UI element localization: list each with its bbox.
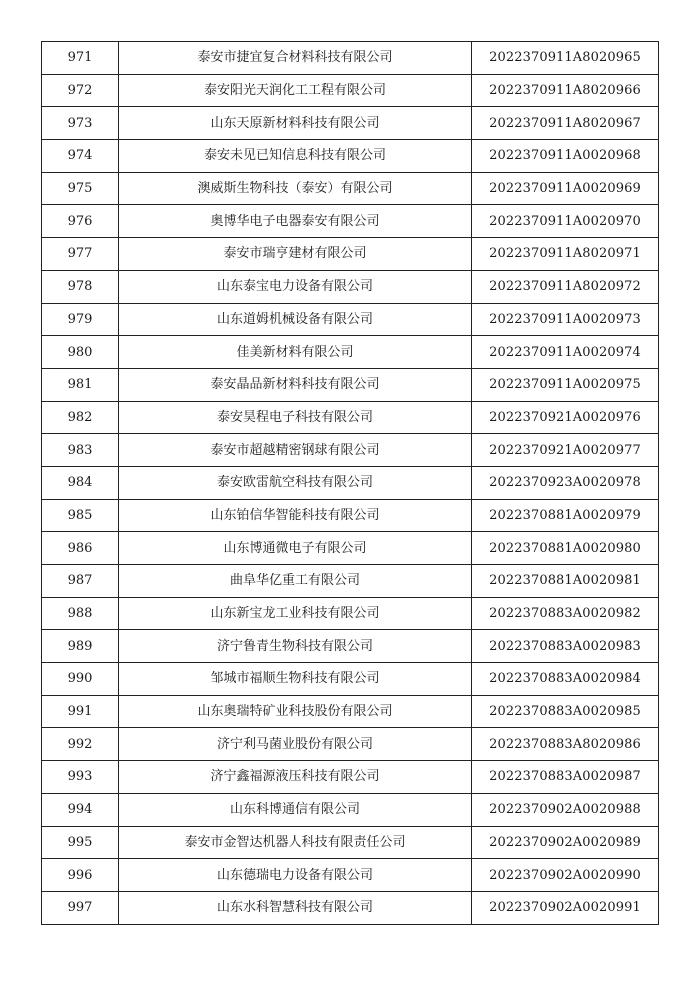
table-row <box>42 663 659 696</box>
registration-code-cell: 2022370911A8020971 <box>472 238 659 271</box>
company-name-cell: 山东德瑞电力设备有限公司 <box>119 859 472 892</box>
registration-code-cell: 2022370902A0020991 <box>472 891 659 924</box>
table-row <box>42 565 659 598</box>
registration-code-cell: 2022370921A0020977 <box>472 434 659 467</box>
table-row <box>42 466 659 499</box>
table-row <box>42 172 659 205</box>
serial-number-cell: 972 <box>42 74 119 107</box>
registration-code-cell: 2022370881A0020981 <box>472 565 659 598</box>
serial-number-cell: 980 <box>42 336 119 369</box>
company-name-cell: 济宁鑫福源液压科技有限公司 <box>119 761 472 794</box>
registration-code-cell: 2022370883A0020983 <box>472 630 659 663</box>
serial-number-cell: 983 <box>42 434 119 467</box>
company-name-cell: 山东科博通信有限公司 <box>119 793 472 826</box>
company-name-cell: 泰安市捷宜复合材料科技有限公司 <box>119 42 472 75</box>
company-name-cell: 泰安阳光天润化工工程有限公司 <box>119 74 472 107</box>
table-row <box>42 140 659 173</box>
registration-code-cell: 2022370902A0020989 <box>472 826 659 859</box>
company-name-cell: 佳美新材料有限公司 <box>119 336 472 369</box>
registration-code-cell: 2022370911A0020969 <box>472 172 659 205</box>
registration-code-cell: 2022370911A8020972 <box>472 270 659 303</box>
table-row <box>42 368 659 401</box>
table-row <box>42 205 659 238</box>
company-name-cell: 泰安市超越精密钢球有限公司 <box>119 434 472 467</box>
serial-number-cell: 996 <box>42 859 119 892</box>
serial-number-cell: 974 <box>42 140 119 173</box>
table-row <box>42 499 659 532</box>
registration-code-cell: 2022370911A8020965 <box>472 42 659 75</box>
registration-code-cell: 2022370883A0020984 <box>472 663 659 696</box>
serial-number-cell: 977 <box>42 238 119 271</box>
serial-number-cell: 971 <box>42 42 119 75</box>
table-row <box>42 270 659 303</box>
serial-number-cell: 973 <box>42 107 119 140</box>
registration-code-cell: 2022370923A0020978 <box>472 466 659 499</box>
table-row <box>42 891 659 924</box>
table-row <box>42 74 659 107</box>
serial-number-cell: 995 <box>42 826 119 859</box>
company-name-cell: 山东水科智慧科技有限公司 <box>119 891 472 924</box>
table-row <box>42 532 659 565</box>
company-name-cell: 邹城市福顺生物科技有限公司 <box>119 663 472 696</box>
registration-code-cell: 2022370911A0020968 <box>472 140 659 173</box>
serial-number-cell: 979 <box>42 303 119 336</box>
company-list-table <box>41 41 659 925</box>
registration-code-cell: 2022370911A0020974 <box>472 336 659 369</box>
table-body <box>42 42 659 925</box>
registration-code-cell: 2022370911A8020966 <box>472 74 659 107</box>
table-row <box>42 695 659 728</box>
table-row <box>42 238 659 271</box>
serial-number-cell: 991 <box>42 695 119 728</box>
registration-code-cell: 2022370883A0020985 <box>472 695 659 728</box>
table-row <box>42 761 659 794</box>
registration-code-cell: 2022370902A0020990 <box>472 859 659 892</box>
table-row <box>42 303 659 336</box>
registration-code-cell: 2022370902A0020988 <box>472 793 659 826</box>
registration-code-cell: 2022370883A8020986 <box>472 728 659 761</box>
company-name-cell: 山东奥瑞特矿业科技股份有限公司 <box>119 695 472 728</box>
company-name-cell: 泰安未见已知信息科技有限公司 <box>119 140 472 173</box>
serial-number-cell: 988 <box>42 597 119 630</box>
serial-number-cell: 978 <box>42 270 119 303</box>
company-name-cell: 山东铂信华智能科技有限公司 <box>119 499 472 532</box>
company-name-cell: 曲阜华亿重工有限公司 <box>119 565 472 598</box>
serial-number-cell: 985 <box>42 499 119 532</box>
serial-number-cell: 975 <box>42 172 119 205</box>
company-name-cell: 山东泰宝电力设备有限公司 <box>119 270 472 303</box>
table-row <box>42 597 659 630</box>
serial-number-cell: 992 <box>42 728 119 761</box>
serial-number-cell: 981 <box>42 368 119 401</box>
table-row <box>42 859 659 892</box>
table-row <box>42 434 659 467</box>
serial-number-cell: 994 <box>42 793 119 826</box>
company-name-cell: 泰安市金智达机器人科技有限责任公司 <box>119 826 472 859</box>
company-name-cell: 济宁利马菌业股份有限公司 <box>119 728 472 761</box>
company-name-cell: 泰安欧雷航空科技有限公司 <box>119 466 472 499</box>
registration-code-cell: 2022370921A0020976 <box>472 401 659 434</box>
registration-code-cell: 2022370911A0020973 <box>472 303 659 336</box>
company-name-cell: 山东道姆机械设备有限公司 <box>119 303 472 336</box>
company-name-cell: 泰安昊程电子科技有限公司 <box>119 401 472 434</box>
table-row <box>42 42 659 75</box>
table-row <box>42 107 659 140</box>
registration-code-cell: 2022370883A0020982 <box>472 597 659 630</box>
company-name-cell: 山东博通微电子有限公司 <box>119 532 472 565</box>
company-name-cell: 山东新宝龙工业科技有限公司 <box>119 597 472 630</box>
registration-code-cell: 2022370911A0020970 <box>472 205 659 238</box>
company-name-cell: 泰安晶品新材料科技有限公司 <box>119 368 472 401</box>
company-name-cell: 奥博华电子电器泰安有限公司 <box>119 205 472 238</box>
serial-number-cell: 990 <box>42 663 119 696</box>
registration-code-cell: 2022370881A0020979 <box>472 499 659 532</box>
serial-number-cell: 986 <box>42 532 119 565</box>
company-name-cell: 泰安市瑞亨建材有限公司 <box>119 238 472 271</box>
serial-number-cell: 989 <box>42 630 119 663</box>
company-name-cell: 山东天原新材料科技有限公司 <box>119 107 472 140</box>
serial-number-cell: 982 <box>42 401 119 434</box>
company-name-cell: 济宁鲁青生物科技有限公司 <box>119 630 472 663</box>
registration-code-cell: 2022370883A0020987 <box>472 761 659 794</box>
registration-code-cell: 2022370881A0020980 <box>472 532 659 565</box>
table-row <box>42 826 659 859</box>
company-name-cell: 澳威斯生物科技（泰安）有限公司 <box>119 172 472 205</box>
registration-code-cell: 2022370911A8020967 <box>472 107 659 140</box>
serial-number-cell: 976 <box>42 205 119 238</box>
table-row <box>42 630 659 663</box>
serial-number-cell: 984 <box>42 466 119 499</box>
table-row <box>42 793 659 826</box>
registration-code-cell: 2022370911A0020975 <box>472 368 659 401</box>
table-row <box>42 728 659 761</box>
serial-number-cell: 987 <box>42 565 119 598</box>
serial-number-cell: 997 <box>42 891 119 924</box>
table-row <box>42 336 659 369</box>
table-row <box>42 401 659 434</box>
serial-number-cell: 993 <box>42 761 119 794</box>
